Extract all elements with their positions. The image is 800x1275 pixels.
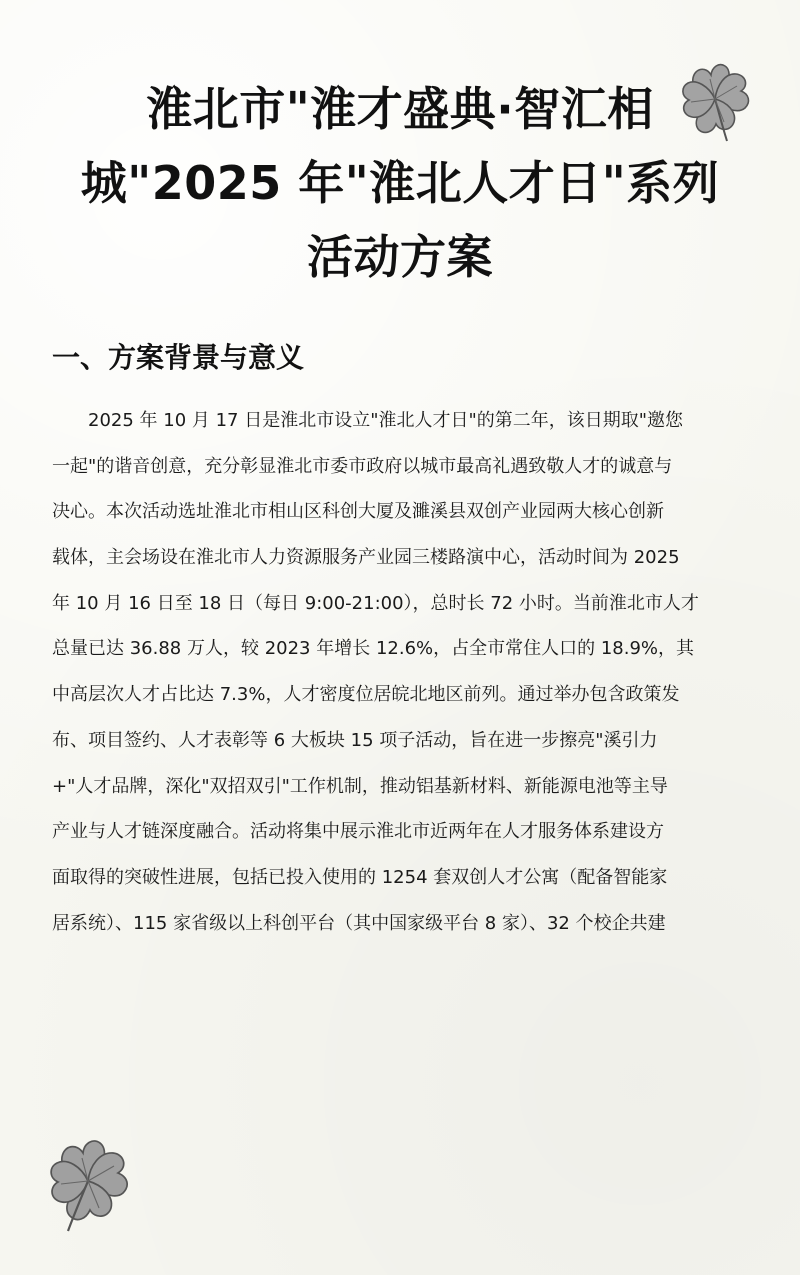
body-line: 居系统）、115 家省级以上科创平台（其中国家级平台 8 家）、32 个校企共建 — [52, 912, 666, 934]
four-leaf-clover-icon — [44, 1130, 136, 1235]
body-line: 面取得的突破性进展，包括已投入使用的 1254 套双创人才公寓（配备智能家 — [52, 866, 668, 888]
body-line: 中高层次人才占比达 7.3%，人才密度位居皖北地区前列。通过举办包含政策发 — [52, 684, 680, 706]
body-line: +"人才品牌，深化"双招双引"工作机制，推动铝基新材料、新能源电池等主导 — [52, 775, 668, 797]
title-line-2: 城"2025 年"淮北人才日"系列 — [80, 156, 720, 210]
body-line: 年 10 月 16 日至 18 日（每日 9:00-21:00），总时长 72 小时。当前淮北市人才 — [52, 592, 699, 614]
title-line-1: 淮北市"淮才盛典·智汇相 — [146, 82, 654, 136]
body-line: 产业与人才链深度融合。活动将集中展示淮北市近两年在人才服务体系建设方 — [52, 821, 664, 843]
document-title — [40, 72, 760, 294]
body-line: 2025 年 10 月 17 日是淮北市设立"淮北人才日"的第二年，该日期取"邀您 — [88, 410, 684, 431]
body-line: 总量已达 36.88 万人，较 2023 年增长 12.6%，占全市常住人口的 18.9%，其 — [52, 638, 695, 660]
body-line: 布、项目签约、人才表彰等 6 大板块 15 项子活动，旨在进一步擦亮"溪引力 — [52, 729, 658, 751]
body-paragraph — [52, 398, 762, 946]
body-line: 载体，主会场设在淮北市人力资源服务产业园三楼路演中心，活动时间为 2025 — [52, 547, 680, 569]
title-line-3: 活动方案 — [307, 230, 493, 284]
body-line: 决心。本次活动选址淮北市相山区科创大厦及濉溪县双创产业园两大核心创新 — [52, 501, 664, 523]
section-heading: 一、方案背景与意义 — [52, 341, 305, 374]
body-line: 一起"的谐音创意，充分彰显淮北市委市政府以城市最高礼遇致敬人才的诚意与 — [52, 455, 673, 477]
